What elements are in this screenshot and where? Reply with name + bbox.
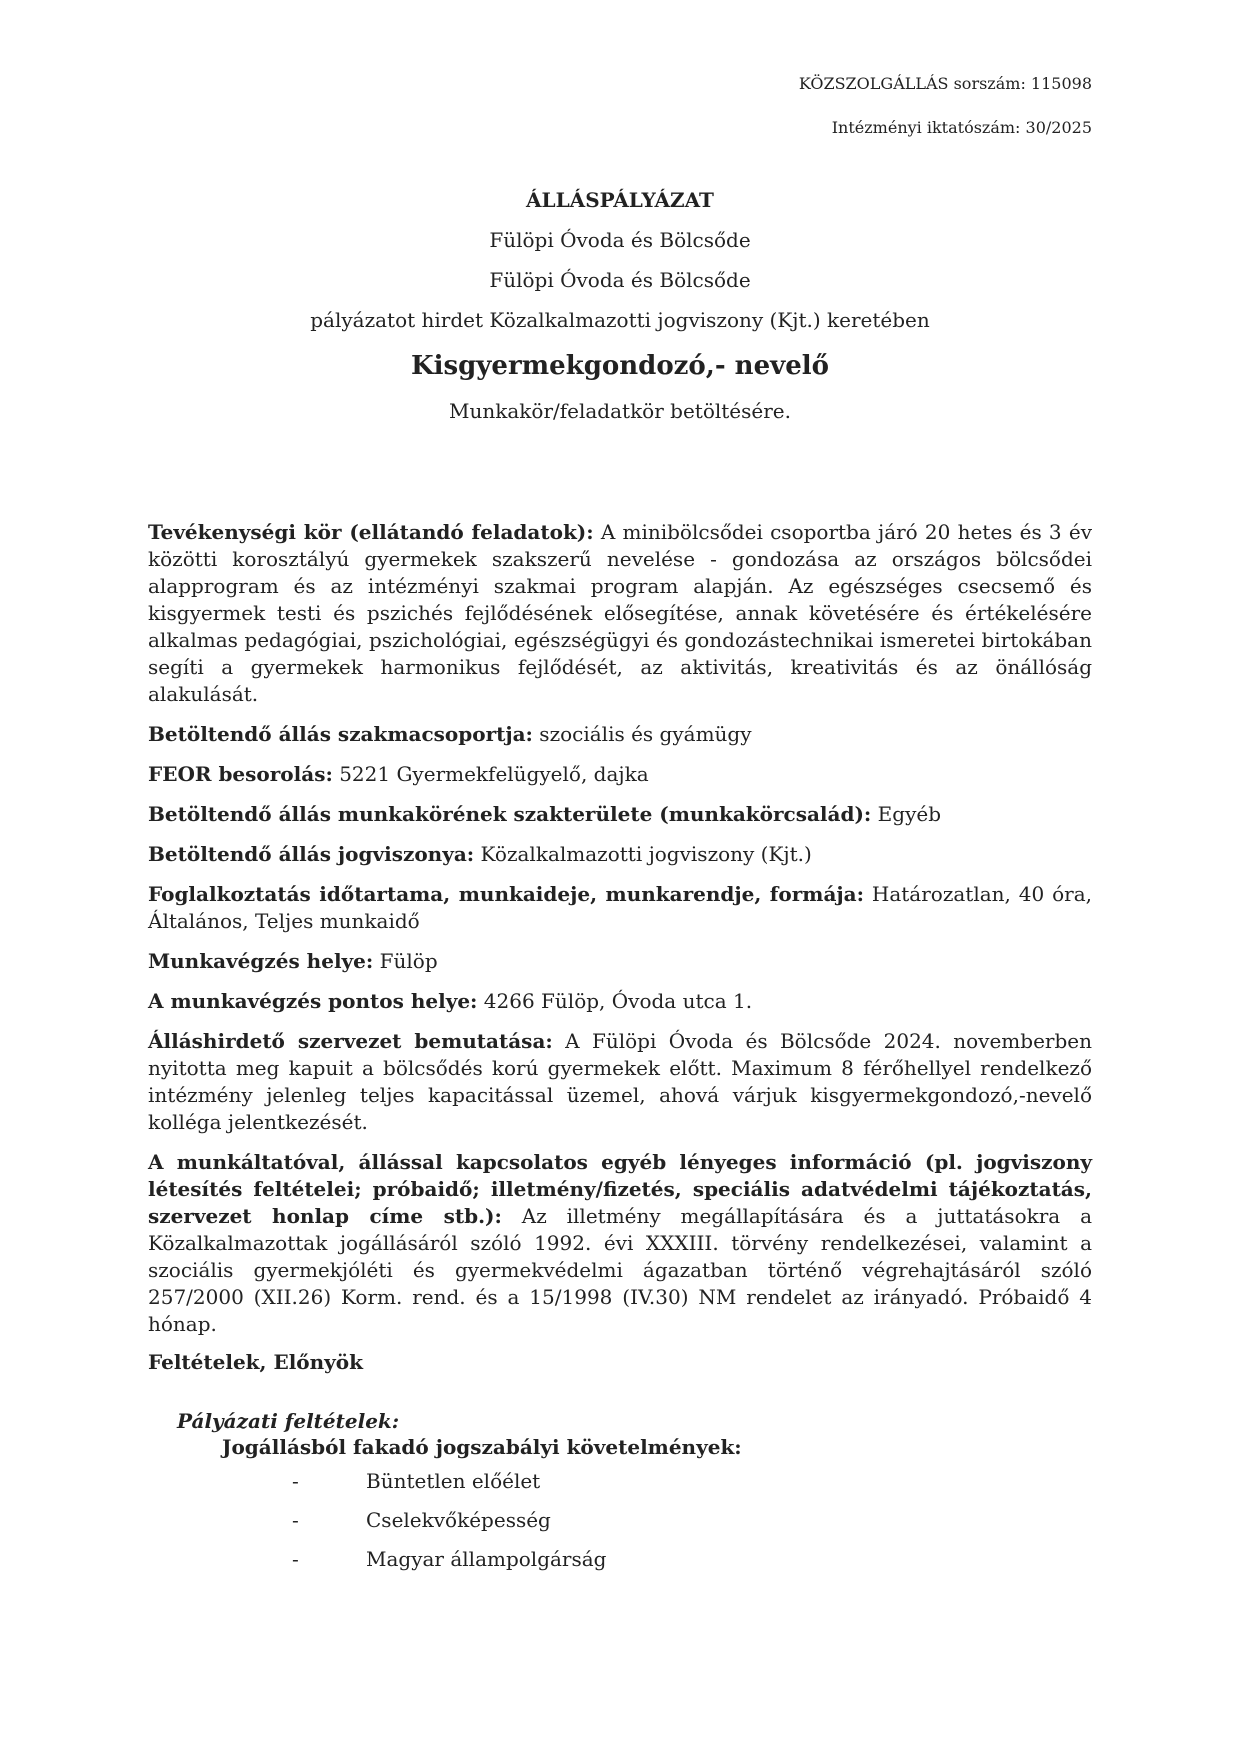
organization-name-repeat: Fülöpi Óvoda és Bölcsőde [489,268,751,292]
list-dash: - [292,1469,299,1493]
section-activities [148,519,1092,708]
section-other-info [148,1149,1092,1338]
section-employer-intro [148,1028,1092,1136]
section-label: Munkavégzés helye: [148,949,374,973]
conditions-subtitle: Pályázati feltételek: [177,1409,400,1433]
section-label: A munkavégzés pontos helye: [148,989,478,1013]
section-label: Betöltendő állás jogviszonya: [148,842,475,866]
organization-name: Fülöpi Óvoda és Bölcsőde [489,228,751,252]
section-value: 5221 Gyermekfelügyelő, dajka [332,762,649,786]
section-value: A Fülöpi Óvoda és Bölcsőde 2024. novemberben nyitotta meg kapuit a bölcsődés korú gyermekek előtt. Maximum 8 férőhellyel rendelkező intézmény jelenleg teljes kapacitással üzemel, ahová várjuk kisgyermekgondozó,-nevelő kolléga jelentkezését. [148,1029,1092,1134]
requirement-text: Büntetlen előélet [366,1469,541,1493]
section-value: Határozatlan, 40 óra, Általános, Teljes munkaidő [148,882,1093,933]
conditions-title: Feltételek, Előnyök [148,1350,363,1374]
section-legal-relationship [148,841,1092,868]
list-dash: - [292,1508,299,1532]
section-label: Álláshirdető szervezet bemutatása: [148,1029,553,1053]
legal-requirements-heading: Jogállásból fakadó jogszabályi követelmények: [222,1435,742,1459]
requirement-text: Cselekvőképesség [366,1508,551,1532]
section-label: Foglalkoztatás időtartama, munkaideje, munkarendje, formája: [148,882,864,906]
purpose-line: Munkakör/feladatkör betöltésére. [449,399,791,423]
position-title: Kisgyermekgondozó,- nevelő [411,351,829,381]
section-label: Betöltendő állás szakmacsoportja: [148,722,533,746]
job-details [148,519,1092,1351]
section-feor [148,761,1092,788]
section-value: 4266 Fülöp, Óvoda utca 1. [477,989,753,1013]
section-exact-location [148,988,1092,1015]
section-label: FEOR besorolás: [148,762,333,786]
section-job-family [148,801,1092,828]
section-value: Közalkalmazotti jogviszony (Kjt.) [474,842,812,866]
announcement-line: pályázatot hirdet Közalkalmazotti jogviszony (Kjt.) keretében [310,308,930,332]
section-value: szociális és gyámügy [532,722,752,746]
section-value: Egyéb [871,802,942,826]
section-work-location [148,948,1092,975]
document-title: ÁLLÁSPÁLYÁZAT [526,188,714,212]
section-professional-group [148,721,1092,748]
section-label: Betöltendő állás munkakörének szakterülete (munkakörcsalád): [148,802,872,826]
requirement-text: Magyar állampolgárság [366,1547,607,1571]
section-label: A munkáltatóval, állással kapcsolatos egyéb lényeges információ (pl. jogviszony létesítés feltételei; próbaidő; illetmény/fizetés, speciális adatvédelmi tájékoztatás, szervezet honlap címe stb.): [148,1150,1092,1228]
section-employment-terms [148,881,1092,935]
list-dash: - [292,1547,299,1571]
file-number: Intézményi iktatószám: 30/2025 [831,118,1092,137]
section-value: Az illetmény megállapítására és a juttatásokra a Közalkalmazottak jogállásáról szóló 1992. évi XXXIII. törvény rendelkezései, valamint a szociális gyermekjóléti és gyermekvédelmi ágazatban történő végrehajtásáról szóló 257/2000 (XII.26) Korm. rend. és a 15/1998 (IV.30) NM rendelet az irányadó. Próbaidő 4 hónap. [148,1204,1093,1336]
section-label: Tevékenységi kör (ellátandó feladatok): [148,520,594,544]
section-value: A minibölcsődei csoportba járó 20 hetes és 3 év közötti korosztályú gyermekek szakszerű nevelése - gondozása az országos bölcsődei alapprogram és az intézményi szakmai program alapján. Az egészséges csecsemő és kisgyermek testi és pszichés fejlődésének elősegítése, annak követésére és értékelésére alkalmas pedagógiai, pszichológiai, egészségügyi és gondozástechnikai ismeretei birtokában segíti a gyermekek harmonikus fejlődését, az aktivitás, kreativitás és az önállóság alakulását. [148,520,1092,706]
reference-number: KÖZSZOLGÁLLÁS sorszám: 115098 [798,74,1092,93]
section-value: Fülöp [373,949,438,973]
